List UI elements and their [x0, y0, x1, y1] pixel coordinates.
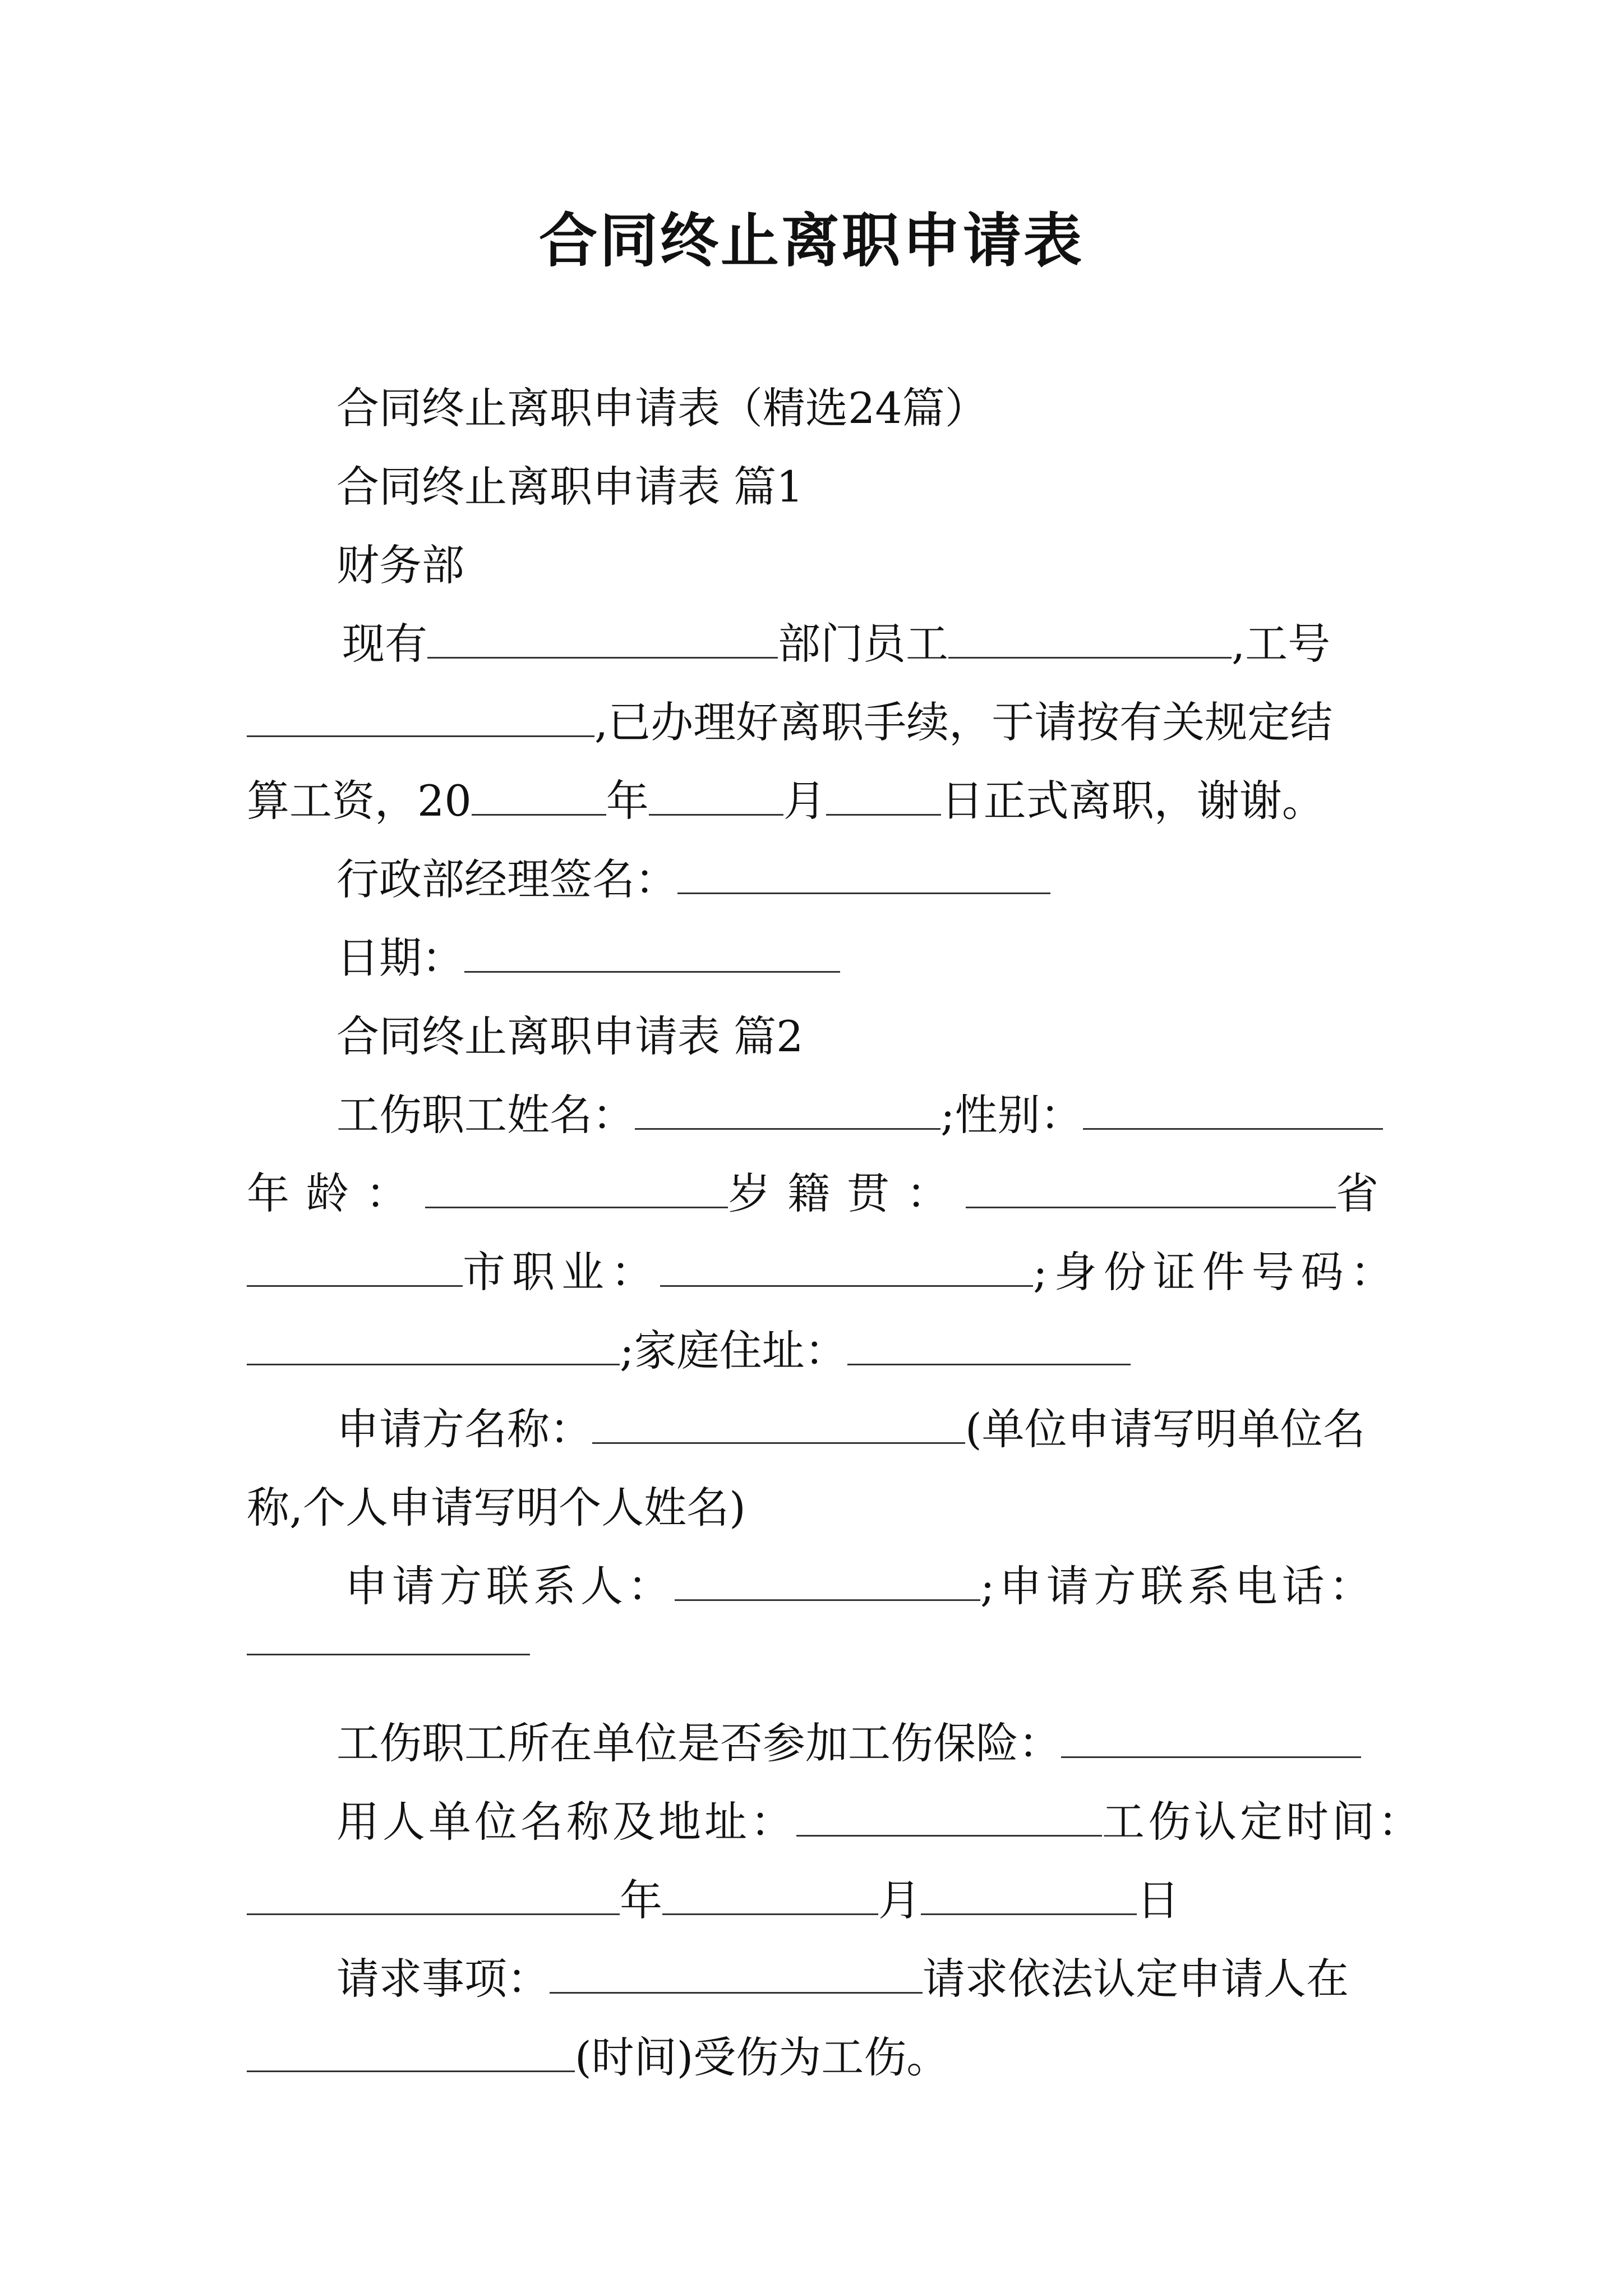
- text-segment: 算工资，20: [247, 776, 472, 826]
- paragraph-line-1: [342, 610, 1330, 678]
- text-segment: 申请方联系人：: [345, 1561, 675, 1611]
- form-line-applicant-note: [247, 1474, 746, 1542]
- text-segment: ;性别：: [940, 1090, 1083, 1140]
- blank-signature[interactable]: [677, 859, 1050, 894]
- text-segment: 岁籍贯：: [728, 1168, 966, 1218]
- document-title: 合同终止离职申请表: [538, 206, 1084, 275]
- text-segment: ,工号: [1232, 619, 1331, 669]
- form-line-insurance: [336, 1710, 1361, 1777]
- text-segment: ;申请方联系电话：: [980, 1561, 1376, 1611]
- recipient-text: 财务部: [336, 540, 464, 590]
- form-line-contact: [345, 1553, 1376, 1620]
- date-line: [336, 924, 840, 992]
- text-segment: ;家庭住址：: [620, 1326, 847, 1375]
- blank-gender[interactable]: [1083, 1094, 1383, 1130]
- text-segment: 申请方名称：: [336, 1404, 592, 1454]
- text-segment: 年: [620, 1875, 662, 1925]
- text-segment: 日正式离职，谢谢。: [940, 776, 1325, 826]
- section-heading-1: [336, 453, 804, 521]
- paragraph-line-2: [247, 689, 1332, 756]
- blank-cert-day[interactable]: [921, 1880, 1137, 1915]
- text-segment: 称,个人申请写明个人姓名): [247, 1483, 746, 1533]
- blank-id-number[interactable]: [247, 1330, 620, 1365]
- subtitle-text: 合同终止离职申请表（精选24篇）: [336, 383, 988, 433]
- form-line-employer: [336, 1788, 1424, 1856]
- text-segment: 工伤职工所在单位是否参加工伤保险：: [336, 1718, 1061, 1768]
- subtitle-line: [336, 375, 988, 442]
- blank-age[interactable]: [425, 1173, 728, 1208]
- blank-day[interactable]: [826, 780, 941, 816]
- blank-injury-time[interactable]: [247, 2037, 575, 2072]
- paragraph-line-3: [247, 767, 1325, 835]
- form-line-name-gender: [336, 1082, 1383, 1149]
- blank-date[interactable]: [464, 937, 840, 973]
- blank-cert-month[interactable]: [662, 1880, 878, 1915]
- blank-request-item[interactable]: [550, 1958, 923, 1994]
- text-segment: 年龄：: [247, 1168, 425, 1218]
- text-segment: (单位申请写明单位名: [965, 1404, 1366, 1454]
- recipient-line: [336, 532, 464, 599]
- blank-department[interactable]: [427, 623, 778, 659]
- blank-year[interactable]: [472, 780, 606, 816]
- blank-employee[interactable]: [948, 623, 1232, 659]
- text-segment: 工伤认定时间：: [1102, 1797, 1424, 1847]
- text-segment: 年: [606, 776, 649, 826]
- blank-city[interactable]: [247, 1251, 463, 1287]
- signature-line: [336, 846, 1050, 913]
- text-segment: 请求事项：: [336, 1954, 550, 2004]
- blank-address[interactable]: [847, 1330, 1131, 1365]
- text-segment: 工伤职工姓名：: [336, 1090, 635, 1140]
- form-line-applicant-name: [336, 1396, 1366, 1463]
- text-segment: (时间)受伤为工伤。: [575, 2032, 949, 2082]
- text-segment: ,已办理好离职手续，于请按有关规定结: [594, 697, 1333, 747]
- text-segment: 月: [878, 1875, 921, 1925]
- signature-label: 行政部经理签名：: [336, 854, 677, 904]
- text-segment: 省: [1336, 1168, 1395, 1218]
- form-line-age-origin: [247, 1160, 1395, 1227]
- form-line-injury-time: [247, 2024, 949, 2091]
- form-line-certification-date: [247, 1867, 1179, 1934]
- text-segment: 市职业：: [463, 1247, 660, 1297]
- text-segment: 用人单位名称及地址：: [336, 1797, 796, 1847]
- blank-employee-number[interactable]: [247, 702, 594, 737]
- text-segment: 部门员工: [778, 619, 948, 669]
- blank-employer-address[interactable]: [796, 1801, 1102, 1837]
- text-segment: ;身份证件号码：: [1033, 1247, 1400, 1297]
- text-segment: 日: [1137, 1875, 1179, 1925]
- blank-worker-name[interactable]: [635, 1094, 940, 1130]
- form-line-city-job-id: [247, 1239, 1400, 1306]
- section-heading-2-text: 合同终止离职申请表 篇2: [336, 1011, 804, 1061]
- text-segment: 请求依法认定申请人在: [923, 1954, 1349, 2004]
- blank-insurance[interactable]: [1061, 1723, 1361, 1758]
- blank-contact-phone[interactable]: [247, 1654, 530, 1655]
- date-label: 日期：: [336, 933, 464, 983]
- blank-cert-year[interactable]: [247, 1880, 620, 1915]
- text-segment: 现有: [342, 619, 427, 669]
- section-heading-1-text: 合同终止离职申请表 篇1: [336, 462, 804, 512]
- blank-province[interactable]: [966, 1173, 1336, 1208]
- text-segment: 月: [783, 776, 826, 826]
- blank-month[interactable]: [649, 780, 783, 816]
- blank-occupation[interactable]: [660, 1251, 1033, 1287]
- blank-applicant-name[interactable]: [592, 1409, 965, 1444]
- blank-contact-person[interactable]: [675, 1566, 980, 1601]
- form-line-id-address: [247, 1317, 1131, 1384]
- section-heading-2: [336, 1003, 804, 1070]
- form-line-request: [336, 1945, 1349, 2013]
